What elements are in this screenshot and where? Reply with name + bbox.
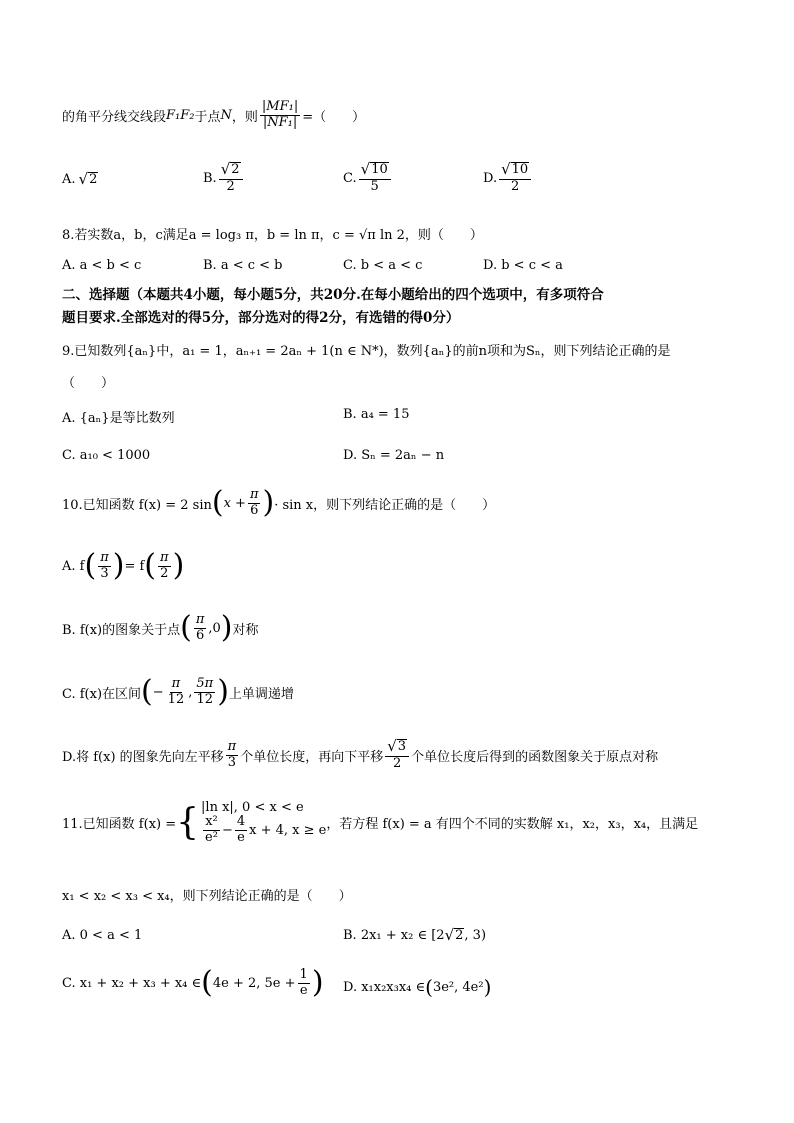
- q11-opt-b-tail: , 3): [464, 928, 487, 944]
- q10-stem: [62, 485, 496, 521]
- paren-close: ): [217, 674, 229, 710]
- frac-den: 6: [195, 627, 205, 643]
- q10-opt-c-tail: 上单调递增: [228, 686, 294, 702]
- option-label: B.: [203, 171, 217, 187]
- 5pi-over-12: [194, 677, 215, 708]
- sqrt-radicand: 3: [397, 739, 407, 754]
- q11-option-c[interactable]: [62, 965, 324, 1001]
- paren-close: ): [220, 610, 233, 646]
- piecewise-cases: [201, 800, 326, 846]
- q10-opt-d-text-b: 个单位长度，再向下平移: [240, 750, 384, 766]
- q10-arg: x +: [223, 495, 246, 511]
- frac-den: 12: [196, 691, 214, 707]
- frac-num: x²: [205, 814, 218, 829]
- frac-num: π: [100, 550, 109, 565]
- q9-option-a[interactable]: A. {aₙ}是等比数列: [62, 411, 175, 426]
- paren-open: (: [84, 548, 97, 584]
- q9-stem-paren: （ ）: [62, 376, 115, 391]
- frac-den: 3: [100, 565, 109, 581]
- paren-open: (: [425, 975, 433, 999]
- frac-num: π: [171, 676, 181, 691]
- q11-stem-line2: x₁ < x₂ < x₃ < x₄，则下列结论正确的是（ ）: [62, 889, 352, 904]
- option-label: A.: [62, 172, 76, 188]
- case-2: [201, 815, 326, 846]
- q11-option-a[interactable]: A. 0 < a < 1: [62, 928, 143, 943]
- frac-num: 1: [299, 967, 308, 982]
- frac-den: 2: [393, 756, 402, 772]
- comma: ,: [188, 684, 193, 700]
- q7-text-b: 于点: [194, 109, 221, 125]
- q10-opt-d-text-c: 个单位长度后得到的函数图象关于原点对称: [411, 750, 659, 766]
- paren-open: (: [211, 485, 224, 521]
- sqrt-radicand: 2: [89, 172, 98, 187]
- pi-over-2: [158, 551, 171, 582]
- frac-num: π: [195, 612, 205, 627]
- q7-option-b[interactable]: [203, 162, 245, 195]
- paren-close: ): [262, 485, 275, 521]
- sqrt-radicand: 10: [371, 162, 388, 177]
- piecewise-brace: {: [176, 801, 200, 843]
- q9-option-d[interactable]: D. Sₙ = 2aₙ − n: [343, 448, 445, 463]
- q7-option-d[interactable]: [483, 162, 533, 195]
- q10-opt-a-mid: = f: [124, 558, 145, 574]
- q11-opt-c-inner: 4e + 2, 5e +: [212, 975, 296, 991]
- option-label: D.: [483, 171, 498, 187]
- q7-text-c: ，则: [231, 109, 258, 125]
- q11-opt-c-text: C. x₁ + x₂ + x₃ + x₄ ∈: [62, 975, 202, 991]
- q10-opt-a-label: A. f: [62, 558, 85, 574]
- frac-num: π: [160, 550, 169, 565]
- paren-close: ): [112, 548, 125, 584]
- frac-num: 4: [236, 814, 246, 829]
- frac-den: e²: [205, 829, 218, 845]
- q10-option-d[interactable]: [62, 739, 658, 772]
- paren-open: (: [201, 965, 213, 1001]
- sqrt-radicand: 2: [231, 162, 240, 177]
- frac-den: 6: [250, 502, 259, 518]
- sqrt-expr: √ 2: [78, 170, 98, 189]
- sqrt-radicand: 2: [455, 928, 464, 943]
- q7-text-a: 的角平分线交线段: [62, 109, 167, 125]
- q7-point: N: [220, 107, 232, 123]
- q10-opt-b-text: B. f(x)的图象关于点: [62, 622, 181, 638]
- q7-option-a[interactable]: [62, 172, 98, 187]
- paren-open: (: [180, 610, 192, 646]
- section-heading-line1: 二、选择题（本题共4小题，每小题5分，共20分.在每小题给出的四个选项中，有多项符合: [62, 287, 604, 303]
- q7-option-b-frac: √ 2 2: [219, 162, 243, 195]
- q10-option-b[interactable]: [62, 610, 259, 646]
- q7-ratio-num: |MF₁|: [261, 99, 299, 114]
- q11-option-d[interactable]: [343, 975, 491, 999]
- q10-pi-over-6: [248, 488, 261, 519]
- q8-option-d[interactable]: D. b < c < a: [483, 258, 563, 273]
- q11-stem: [62, 800, 698, 846]
- root3-over-2: √ 3 2: [385, 739, 409, 772]
- q10-stem-a: 10.已知函数 f(x) = 2 sin: [62, 497, 212, 513]
- option-label: C.: [343, 171, 357, 187]
- q9-option-c[interactable]: C. a₁₀ < 1000: [62, 448, 151, 463]
- case-1: |ln x|, 0 < x < e: [201, 800, 304, 815]
- paren-open: (: [141, 674, 153, 710]
- q11-opt-b-text: B. 2x₁ + x₂ ∈ [2: [343, 928, 445, 944]
- q10-opt-b-tail: 对称: [232, 622, 259, 638]
- frac-den: 2: [511, 179, 520, 195]
- pi-over-12: [166, 677, 187, 708]
- case-2-tail: x + 4, x ≥ e: [249, 822, 327, 838]
- q7-ratio: [260, 100, 300, 131]
- 4-over-e: [235, 815, 247, 846]
- frac-den: 3: [227, 755, 237, 771]
- q7-text-d: =（ ）: [302, 109, 366, 125]
- q10-option-a[interactable]: [62, 548, 185, 584]
- q8-option-b[interactable]: B. a < c < b: [203, 258, 283, 273]
- q11-opt-d-text: D. x₁x₂x₃x₄ ∈: [343, 979, 426, 995]
- q9-stem: 9.已知数列{aₙ}中，a₁ = 1，aₙ₊₁ = 2aₙ + 1(n ∈ N*)，数列{aₙ}的前n项和为Sₙ，则下列结论正确的是: [62, 344, 671, 359]
- q10-opt-c-text: C. f(x)在区间: [62, 686, 142, 702]
- paren-close: ): [311, 965, 324, 1001]
- frac-den: 2: [226, 179, 235, 195]
- minus-sign: −: [152, 684, 164, 700]
- q7-segment: F₁F₂: [166, 107, 195, 123]
- q7-stem: [62, 100, 365, 131]
- q11-stem-a: 11.已知函数 f(x) =: [62, 817, 177, 833]
- frac-den: 2: [160, 565, 169, 581]
- frac-num: π: [249, 487, 259, 502]
- q11-opt-d-inner: 3e², 4e²: [432, 979, 484, 995]
- frac-num: π: [227, 739, 237, 755]
- q8-stem: 8.若实数a，b，c满足a = log₃ π，b = ln π，c = √π ln 2，则（ ）: [62, 228, 483, 243]
- q7-option-d-frac: √ 10 2: [499, 162, 531, 195]
- frac-den: e: [299, 982, 308, 998]
- q9-option-b[interactable]: B. a₄ = 15: [343, 407, 410, 422]
- 1-over-e: [298, 968, 310, 999]
- q8-option-c[interactable]: C. b < a < c: [343, 258, 423, 273]
- q7-option-c[interactable]: [343, 162, 393, 195]
- pi-over-3: [226, 740, 239, 771]
- q10-option-c[interactable]: [62, 674, 294, 710]
- x2-over-e2: [203, 815, 220, 846]
- frac-den: 5: [370, 179, 379, 195]
- frac-num: 5π: [196, 676, 214, 691]
- q11-stem-b: ，若方程 f(x) = a 有四个不同的实数解 x₁，x₂，x₃，x₄，且满足: [326, 817, 699, 833]
- sqrt-expr: √ 2: [444, 926, 464, 945]
- q11-option-b[interactable]: [343, 928, 486, 943]
- q10-stem-b: · sin x，则下列结论正确的是（ ）: [274, 497, 496, 513]
- pi-over-6: [194, 613, 207, 644]
- sqrt-radicand: 10: [511, 162, 529, 177]
- pi-over-3: [98, 551, 111, 582]
- minus-sign: −: [221, 822, 233, 838]
- frac-den: e: [237, 829, 245, 845]
- q7-option-c-frac: √ 10 5: [359, 162, 391, 195]
- q8-option-a[interactable]: A. a < b < c: [62, 258, 142, 273]
- q10-opt-b-zero: ,0: [208, 620, 221, 636]
- paren-close: ): [483, 975, 492, 999]
- q10-opt-d-text-a: D.将 f(x) 的图象先向左平移: [62, 750, 224, 766]
- paren-open: (: [144, 548, 157, 584]
- section-heading-line2: 题目要求.全部选对的得5分，部分选对的得2分，有选错的得0分）: [62, 310, 460, 326]
- paren-close: ): [172, 548, 185, 584]
- q7-ratio-den: |NF₁|: [262, 114, 298, 130]
- frac-den: 12: [167, 691, 185, 707]
